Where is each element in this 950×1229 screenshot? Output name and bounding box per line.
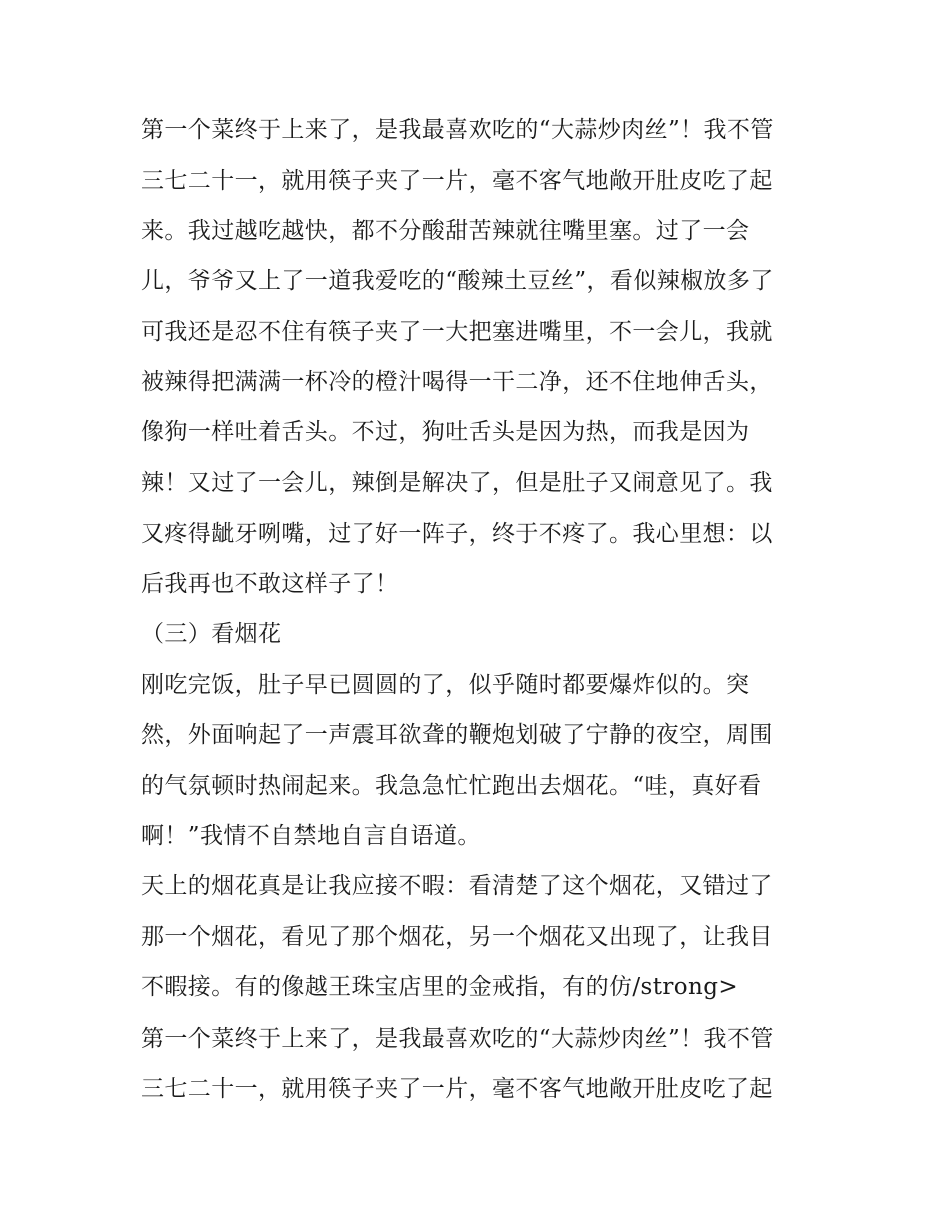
text-line: 啊！”我情不自禁地自言自语道。 (141, 823, 481, 849)
text-line: 三七二十一，就用筷子夹了一片，毫不客气地敞开肚皮吃了起 (141, 168, 773, 194)
text-line: 像狗一样吐着舌头。不过，狗吐舌头是因为热，而我是因为 (141, 419, 750, 445)
section-heading: （三）看烟花 (141, 621, 282, 647)
text-line: 三七二十一，就用筷子夹了一片，毫不客气地敞开肚皮吃了起 (141, 1076, 773, 1102)
text-line: 那一个烟花，看见了那个烟花，另一个烟花又出现了，让我目 (141, 924, 773, 950)
text-line: 第一个菜终于上来了，是我最喜欢吃的“大蒜炒肉丝”！我不管 (141, 1026, 774, 1052)
text-line: 的气氛顿时热闹起来。我急急忙忙跑出去烟花。“哇，真好看 (141, 773, 762, 799)
text-line: 可我还是忍不住有筷子夹了一大把塞进嘴里，不一会儿，我就 (141, 319, 773, 345)
text-line: 儿，爷爷又上了一道我爱吃的“酸辣土豆丝”，看似辣椒放多了 (141, 268, 774, 294)
text-line: 又疼得龇牙咧嘴，过了好一阵子，终于不疼了。我心里想：以 (141, 521, 773, 547)
text-line: 天上的烟花真是让我应接不暇：看清楚了这个烟花，又错过了 (141, 873, 773, 899)
text-line: 然，外面响起了一声震耳欲聋的鞭炮划破了宁静的夜空，周围 (141, 722, 773, 748)
text-line: 被辣得把满满一杯冷的橙汁喝得一干二净，还不住地伸舌头， (141, 369, 773, 395)
text-line: 第一个菜终于上来了，是我最喜欢吃的“大蒜炒肉丝”！我不管 (141, 117, 774, 143)
text-line: 后我再也不敢这样子了！ (141, 571, 399, 597)
text-line: 来。我过越吃越快，都不分酸甜苦辣就往嘴里塞。过了一会 (141, 218, 750, 244)
text-line: 刚吃完饭，肚子早已圆圆的了，似乎随时都要爆炸似的。突 (141, 672, 750, 698)
text-line: 辣！又过了一会儿，辣倒是解决了，但是肚子又闹意见了。我 (141, 470, 773, 496)
text-line: 不暇接。有的像越王珠宝店里的金戒指，有的仿/strong> (141, 974, 739, 1000)
